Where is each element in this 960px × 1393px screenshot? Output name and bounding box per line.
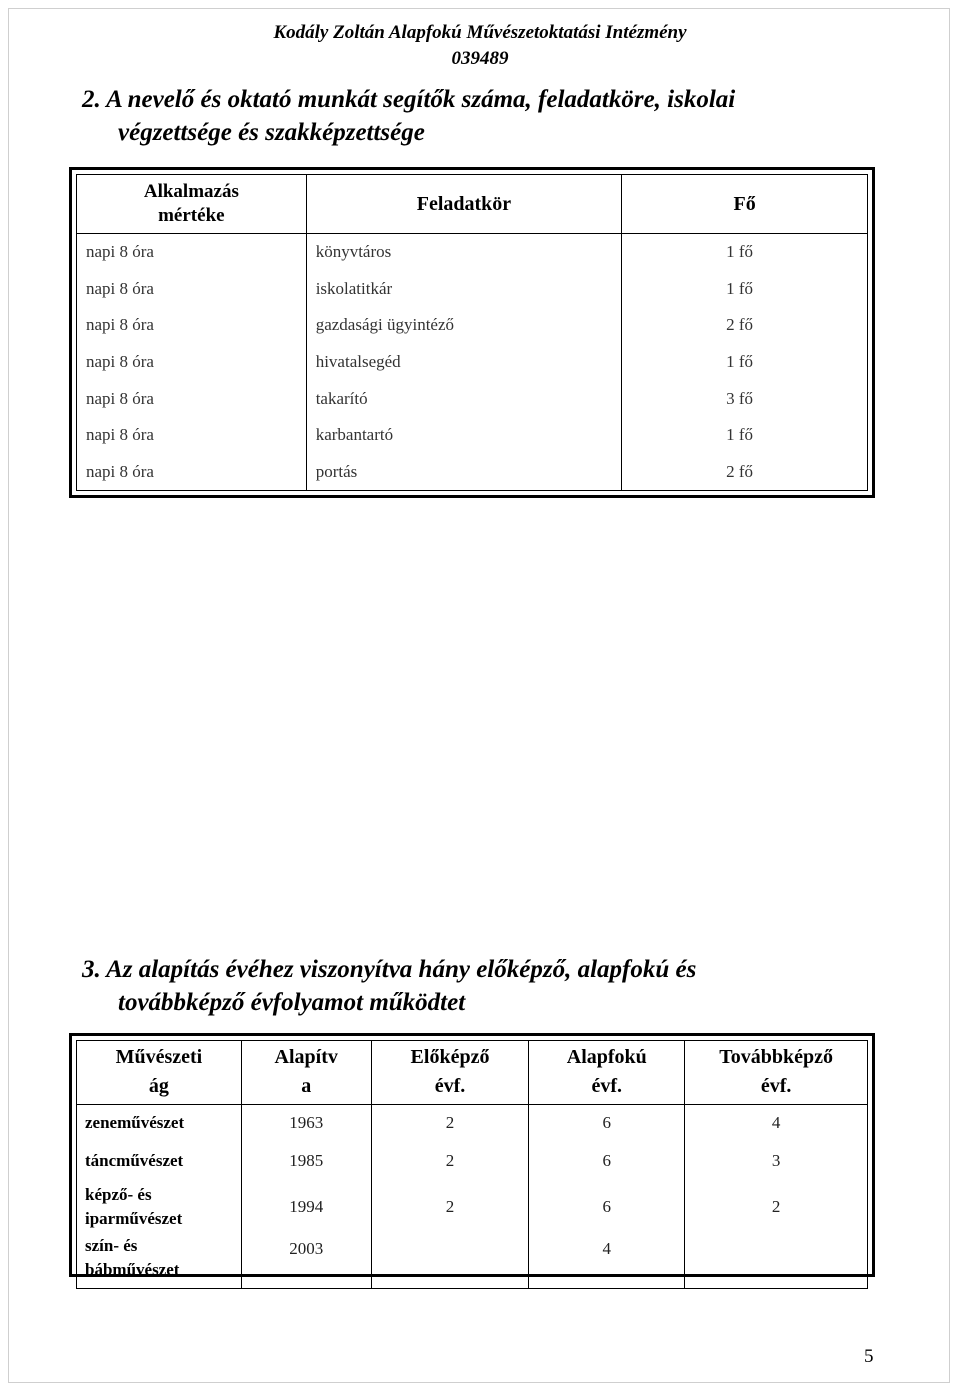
cell-role: hivatalsegéd [306, 344, 622, 381]
section-3-title: 3. Az alapítás évéhez viszonyítva hány előképző, alapfokú és továbbképző évfolyamot működtet [82, 956, 697, 1016]
cell-branch: zeneművészet [77, 1105, 242, 1142]
cell-preparatory: 2 [371, 1181, 529, 1233]
cell-role: könyvtáros [306, 234, 622, 271]
cell-founded: 2003 [241, 1233, 371, 1289]
institution-name: Kodály Zoltán Alapfokú Művészetoktatási Intézmény [273, 22, 687, 43]
page-number: 5 [864, 1346, 874, 1367]
cell-founded: 1994 [241, 1181, 371, 1233]
table-row [77, 271, 868, 308]
cell-basic: 4 [529, 1233, 685, 1289]
cell-extent: napi 8 óra [77, 307, 307, 344]
institution-code: 039489 [451, 48, 509, 69]
cell-branch: képző- és iparművészet [77, 1181, 242, 1233]
cell-role: gazdasági ügyintéző [306, 307, 622, 344]
table-row [77, 380, 868, 417]
cell-role: portás [306, 454, 622, 491]
header-basic: Alapfokú évf. [529, 1041, 685, 1105]
header-preparatory: Előképző évf. [371, 1041, 529, 1105]
cell-count: 3 fő [622, 380, 868, 417]
staff-table-frame [69, 167, 875, 498]
header-role: Feladatkör [306, 175, 622, 234]
header-further: Továbbképző évf. [685, 1041, 868, 1105]
cell-branch: táncművészet [77, 1141, 242, 1181]
cell-count: 2 fő [622, 307, 868, 344]
staff-table-header [77, 175, 868, 234]
cell-further: 3 [685, 1141, 868, 1181]
cell-further: 4 [685, 1105, 868, 1142]
branch-table [76, 1040, 868, 1289]
table-row [77, 454, 868, 491]
cell-preparatory: 2 [371, 1105, 529, 1142]
table-row [77, 344, 868, 381]
cell-count: 1 fő [622, 344, 868, 381]
cell-extent: napi 8 óra [77, 454, 307, 491]
table-row [77, 417, 868, 454]
cell-count: 2 fő [622, 454, 868, 491]
cell-count: 1 fő [622, 234, 868, 271]
branch-table-frame [69, 1033, 875, 1277]
section-2-title: 2. A nevelő és oktató munkát segítők száma, feladatköre, iskolai végzettsége és szakképzettsége [82, 86, 736, 146]
table-row [77, 1181, 868, 1233]
branch-table-header [77, 1041, 868, 1105]
table-row [77, 1141, 868, 1181]
cell-preparatory: 2 [371, 1141, 529, 1181]
cell-founded: 1963 [241, 1105, 371, 1142]
cell-count: 1 fő [622, 271, 868, 308]
cell-basic: 6 [529, 1105, 685, 1142]
cell-branch: szín- és bábművészet [77, 1233, 242, 1289]
cell-basic: 6 [529, 1141, 685, 1181]
cell-founded: 1985 [241, 1141, 371, 1181]
cell-extent: napi 8 óra [77, 417, 307, 454]
header-extent: Alkalmazás mértéke [77, 175, 307, 234]
header-founded: Alapítv a [241, 1041, 371, 1105]
header-count: Fő [622, 175, 868, 234]
cell-extent: napi 8 óra [77, 271, 307, 308]
table-row [77, 234, 868, 271]
cell-extent: napi 8 óra [77, 380, 307, 417]
cell-extent: napi 8 óra [77, 234, 307, 271]
staff-table [76, 174, 868, 491]
cell-count: 1 fő [622, 417, 868, 454]
header-branch: Művészeti ág [77, 1041, 242, 1105]
table-row [77, 1233, 868, 1289]
cell-role: karbantartó [306, 417, 622, 454]
cell-basic: 6 [529, 1181, 685, 1233]
cell-further: 2 [685, 1181, 868, 1233]
cell-role: iskolatitkár [306, 271, 622, 308]
cell-extent: napi 8 óra [77, 344, 307, 381]
cell-preparatory [371, 1233, 529, 1289]
cell-further [685, 1233, 868, 1289]
table-row [77, 307, 868, 344]
cell-role: takarító [306, 380, 622, 417]
table-row [77, 1105, 868, 1142]
